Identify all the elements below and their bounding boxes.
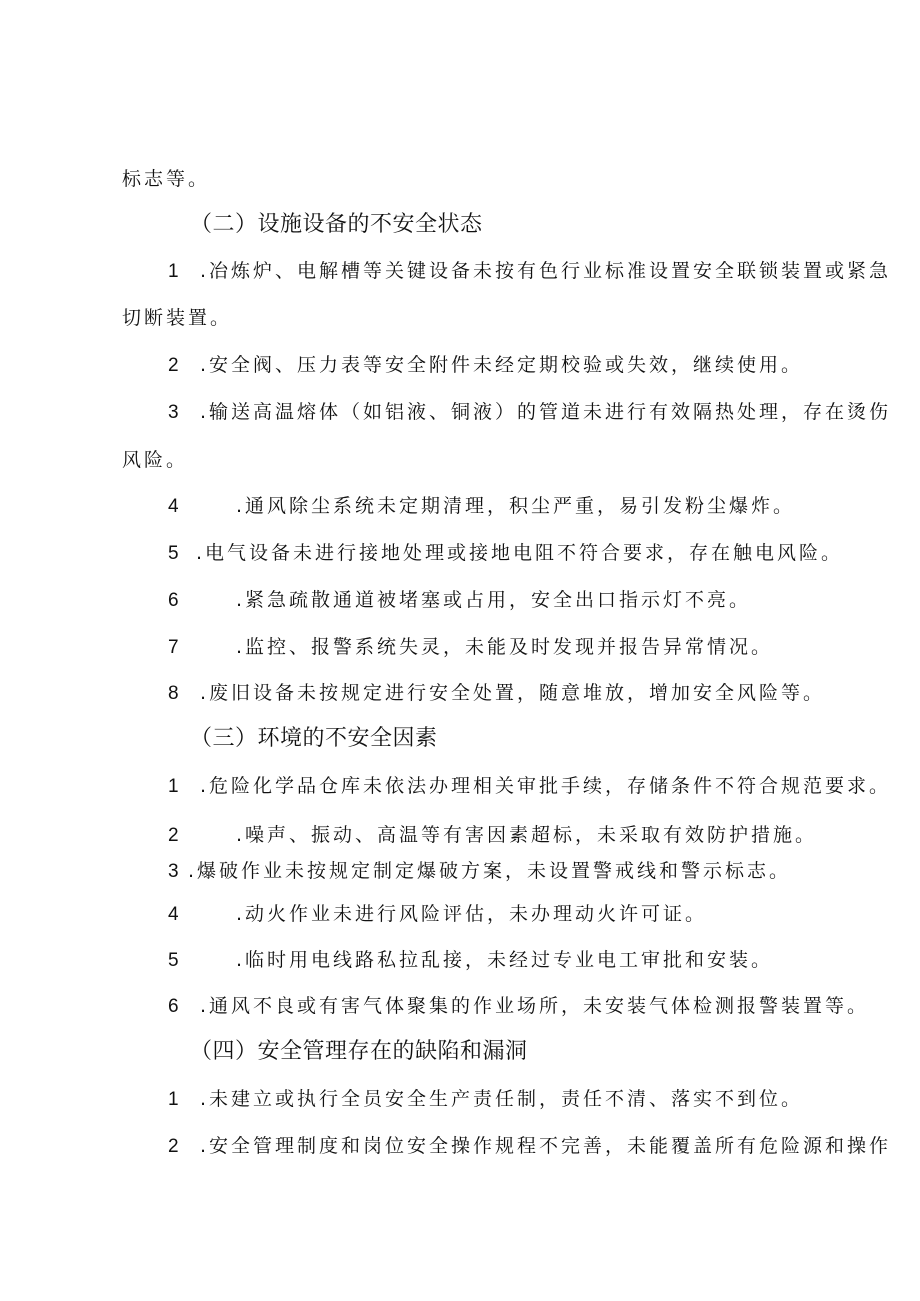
list-item-number: 1: [168, 776, 179, 797]
list-item: [168, 679, 825, 708]
list-item: [168, 900, 707, 929]
list-item: [168, 821, 817, 850]
list-item-text: .爆破作业未按规定制定爆破方案，未设置警戒线和警示标志。: [188, 860, 792, 882]
list-item-text: .电气设备未进行接地处理或接地电阻不符合要求，存在触电风险。: [196, 542, 844, 564]
list-item-text: .紧急疏散通道被堵塞或占用，安全出口指示灯不亮。: [236, 589, 752, 611]
list-item-text: .噪声、振动、高温等有害因素超标，未采取有效防护措施。: [236, 824, 818, 846]
list-item: [168, 772, 891, 801]
list-item: [168, 351, 803, 380]
list-item-text: .安全管理制度和岗位安全操作规程不完善，未能覆盖所有危险源和操作: [200, 1135, 892, 1157]
list-item-number: 1: [168, 1089, 179, 1110]
section-heading-2: （二）设施设备的不安全状态: [190, 212, 483, 237]
list-item-number: 2: [168, 355, 179, 376]
list-item-text: .通风不良或有害气体聚集的作业场所，未安装气体检测报警装置等。: [200, 995, 870, 1017]
list-item-text: .安全阀、压力表等安全附件未经定期校验或失效，继续使用。: [200, 354, 804, 376]
list-item: [168, 857, 791, 886]
list-item: [168, 398, 891, 427]
list-item-text: .临时用电线路私拉乱接，未经过专业电工审批和安装。: [236, 949, 774, 971]
list-item: [168, 586, 751, 615]
list-item-number: 6: [168, 996, 179, 1017]
list-item-text: .动火作业未进行风险评估，未办理动火许可证。: [236, 903, 708, 925]
list-item: [168, 633, 773, 662]
list-item-number: 2: [168, 1136, 179, 1157]
section-heading-3: （三）环境的不安全因素: [190, 726, 438, 751]
list-item: [168, 492, 795, 521]
list-item-number: 5: [168, 950, 179, 971]
list-item: [168, 992, 869, 1021]
list-item-number: 8: [168, 683, 179, 704]
list-item: [168, 539, 843, 568]
list-item-number: 4: [168, 496, 179, 517]
list-item-continuation: 风险。: [122, 449, 189, 471]
list-item: [168, 257, 891, 286]
list-item-number: 4: [168, 904, 179, 925]
list-item-number: 1: [168, 261, 179, 282]
list-item-text: .通风除尘系统未定期清理，积尘严重，易引发粉尘爆炸。: [236, 495, 796, 517]
section-heading-4: （四）安全管理存在的缺陷和漏洞: [190, 1039, 528, 1064]
list-item-text: .废旧设备未按规定进行安全处置，随意堆放，增加安全风险等。: [200, 682, 826, 704]
list-item: [168, 1132, 891, 1161]
list-item-text: .冶炼炉、电解槽等关键设备未按有色行业标准设置安全联锁装置或紧急: [200, 260, 892, 282]
list-item-number: 3: [168, 861, 179, 882]
list-item-number: 7: [168, 637, 179, 658]
list-item-text: .输送高温熔体（如铝液、铜液）的管道未进行有效隔热处理，存在烫伤: [200, 401, 892, 423]
list-item: [168, 1085, 803, 1114]
list-item: [168, 946, 773, 975]
list-item-text: .监控、报警系统失灵，未能及时发现并报告异常情况。: [236, 636, 774, 658]
paragraph-continuation: 标志等。: [122, 168, 211, 190]
list-item-continuation: 切断装置。: [122, 307, 233, 329]
list-item-number: 5: [168, 543, 179, 564]
list-item-number: 2: [168, 825, 179, 846]
list-item-text: .危险化学品仓库未依法办理相关审批手续，存储条件不符合规范要求。: [200, 775, 892, 797]
list-item-number: 6: [168, 590, 179, 611]
list-item-text: .未建立或执行全员安全生产责任制，责任不清、落实不到位。: [200, 1088, 804, 1110]
list-item-number: 3: [168, 402, 179, 423]
